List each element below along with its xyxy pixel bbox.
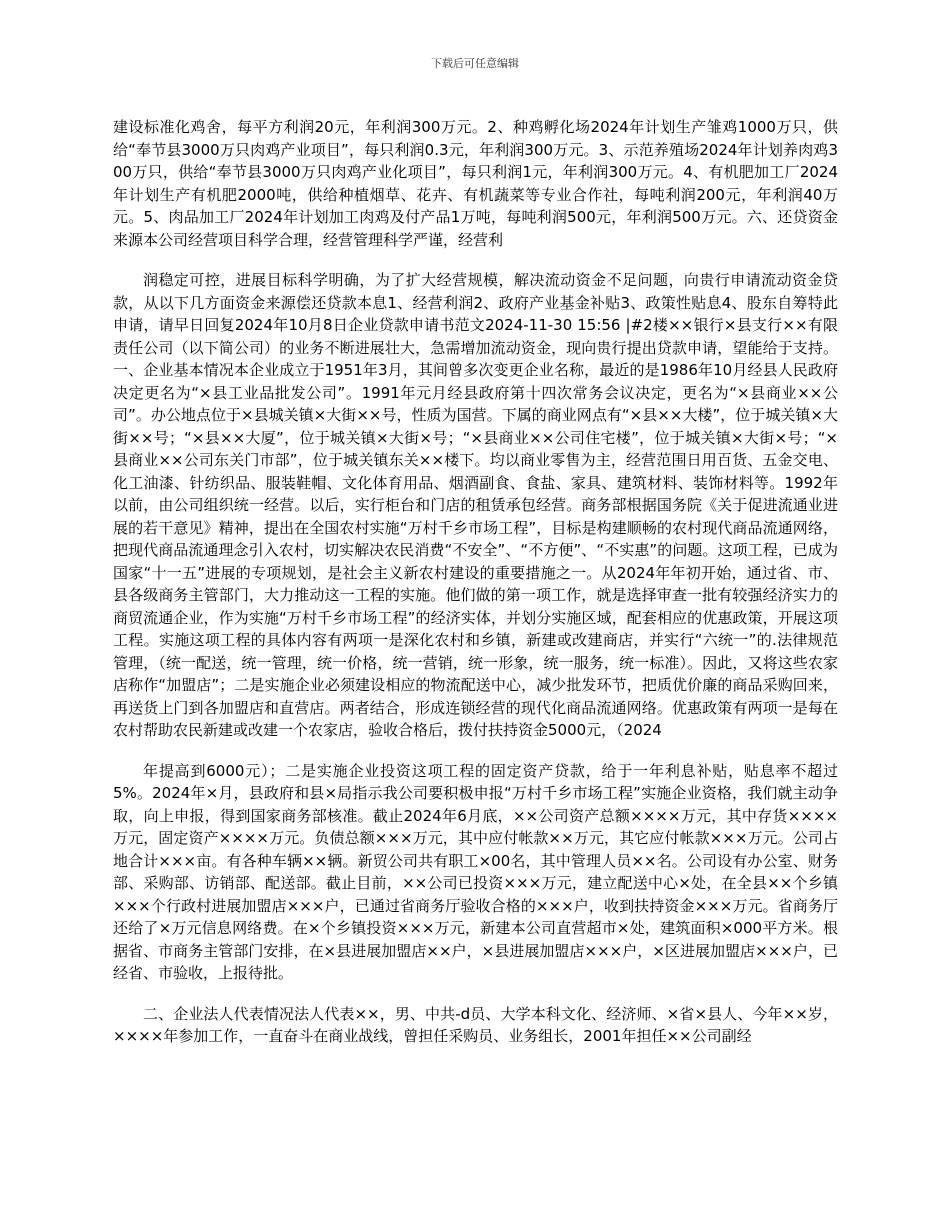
document-body	[113, 116, 838, 1066]
paragraph-4: 二、企业法人代表情况法人代表××，男、中共-d员、大学本科文化、经济师、×省×县人、今年××岁，××××年参加工作，一直奋斗在商业战线，曾担任采购员、业务组长，2001年担任××公司副经	[113, 1004, 838, 1045]
paragraph-3: 年提高到6000元）；二是实施企业投资这项工程的固定资产贷款，给于一年利息补贴，贴息率不超过5%。2024年×月，县政府和县×局指示我公司要积极申报“万村千乡市场工程”实施企业资格，我们就主动争取，向上申报，得到国家商务部核准。截止2024年6月底，××公司资产总额××××万元，其中存货××××万元，固定资产××××万元。负债总额×××万元，其中应付帐款××万元，其它应付帐款×××万元。公司占地合计×××亩。有各种车辆××辆。新贸公司共有职工×00名，其中管理人员××名。公司设有办公室、财务部、采购部、访销部、配送部。截止目前，××公司已投资×××万元，建立配送中心×处，在全县××个乡镇×××个行政村进展加盟店×××户，已通过省商务厅验收合格的×××户，收到扶持资金×××万元。省商务厅还给了×万元信息网络费。在×个乡镇投资×××万元，新建本公司直营超市×处，建筑面积×000平方米。根据省、市商务主管部门安排，在×县进展加盟店××户，×县进展加盟店×××户，×区进展加盟店×××户，已经省、市验收，上报待批。	[113, 761, 838, 982]
page-header-note: 下载后可任意编辑	[431, 57, 519, 70]
paragraph-1: 建设标准化鸡舍，每平方利润20元，年利润300万元。2、种鸡孵化场2024年计划生产雏鸡1000万只，供给“奉节县3000万只肉鸡产业项目”，每只利润0.3元，年利润300万元。3、示范养殖场2024年计划养肉鸡300万只，供给“奉节县3000万只肉鸡产业化项目”，每只利润1元，年利润300万元。4、有机肥加工厂2024年计划生产有机肥2000吨，供给种植烟草、花卉、有机蔬菜等专业合作社，每吨利润200元，年利润40万元。5、肉品加工厂2024年计划加工肉鸡及付产品1万吨，每吨利润500元，年利润500万元。六、还贷资金来源本公司经营项目科学合理，经营管理科学严谨，经营利	[113, 118, 838, 249]
paragraph-2: 润稳定可控，进展目标科学明确，为了扩大经营规模，解决流动资金不足问题，向贵行申请流动资金贷款，从以下几方面资金来源偿还贷款本息1、经营利润2、政府产业基金补贴3、政策性贴息4、股东自筹特此申请，请早日回复2024年10月8日企业贷款申请书范文2024-11-30 15:56 |#2楼××银行×县支行××有限责任公司（以下简公司）的业务不断进展壮大，急需增加流动资金，现向贵行提出贷款申请，望能给于支持。一、企业基本情况本企业成立于1951年3月，其间曾多次变更企业名称，最近的是1986年10月经县人民政府决定更名为“×县工业品批发公司”。1991年元月经县政府第十四次常务会议决定，更名为“×县商业××公司”。办公地点位于×县城关镇×大街××号，性质为国营。下属的商业网点有“×县××大楼”，位于城关镇×大街××号；“×县××大厦”，位于城关镇×大街×号；“×县商业××公司住宅楼”，位于城关镇×大街×号；“×县商业××公司东关门市部”，位于城关镇东关××楼下。均以商业零售为主，经营范围日用百货、五金交电、化工油漆、针纺织品、服装鞋帽、文化体育用品、烟酒副食、食盐、家具、建筑材料、装饰材料等。1992年以前，由公司组织统一经营。以后，实行柜台和门店的租赁承包经营。商务部根据国务院《关于促进流通业进展的若干意见》精神，提出在全国农村实施“万村千乡市场工程”，目标是构建顺畅的农村现代商品流通网络，把现代商品流通理念引入农村，切实解决农民消费“不安全”、“不方便”、“不实惠”的问题。这项工程，已成为国家“十一五”进展的专项规划，是社会主义新农村建设的重要措施之一。从2024年年初开始，通过省、市、县各级商务主管部门，大力推动这一工程的实施。他们做的第一项工作，就是选择审查一批有较强经济实力的商贸流通企业，作为实施“万村千乡市场工程”的经济实体，并划分实施区域，配套相应的优惠政策，开展这项工程。实施这项工程的具体内容有两项一是深化农村和乡镇，新建或改建商店，并实行“六统一”的.法律规范管理，（统一配送，统一管理，统一价格，统一营销，统一形象，统一服务，统一标准）。因此，又将这些农家店称作“加盟店”；二是实施企业必须建设相应的物流配送中心，减少批发环节，把质优价廉的商品采购回来，再送货上门到各加盟店和直营店。两者结合，形成连锁经营的现代化商品流通网络。优惠政策有两项一是每在农村帮助农民新建或改建一个农家店，验收合格后，拨付扶持资金5000元，（2024	[113, 271, 838, 739]
